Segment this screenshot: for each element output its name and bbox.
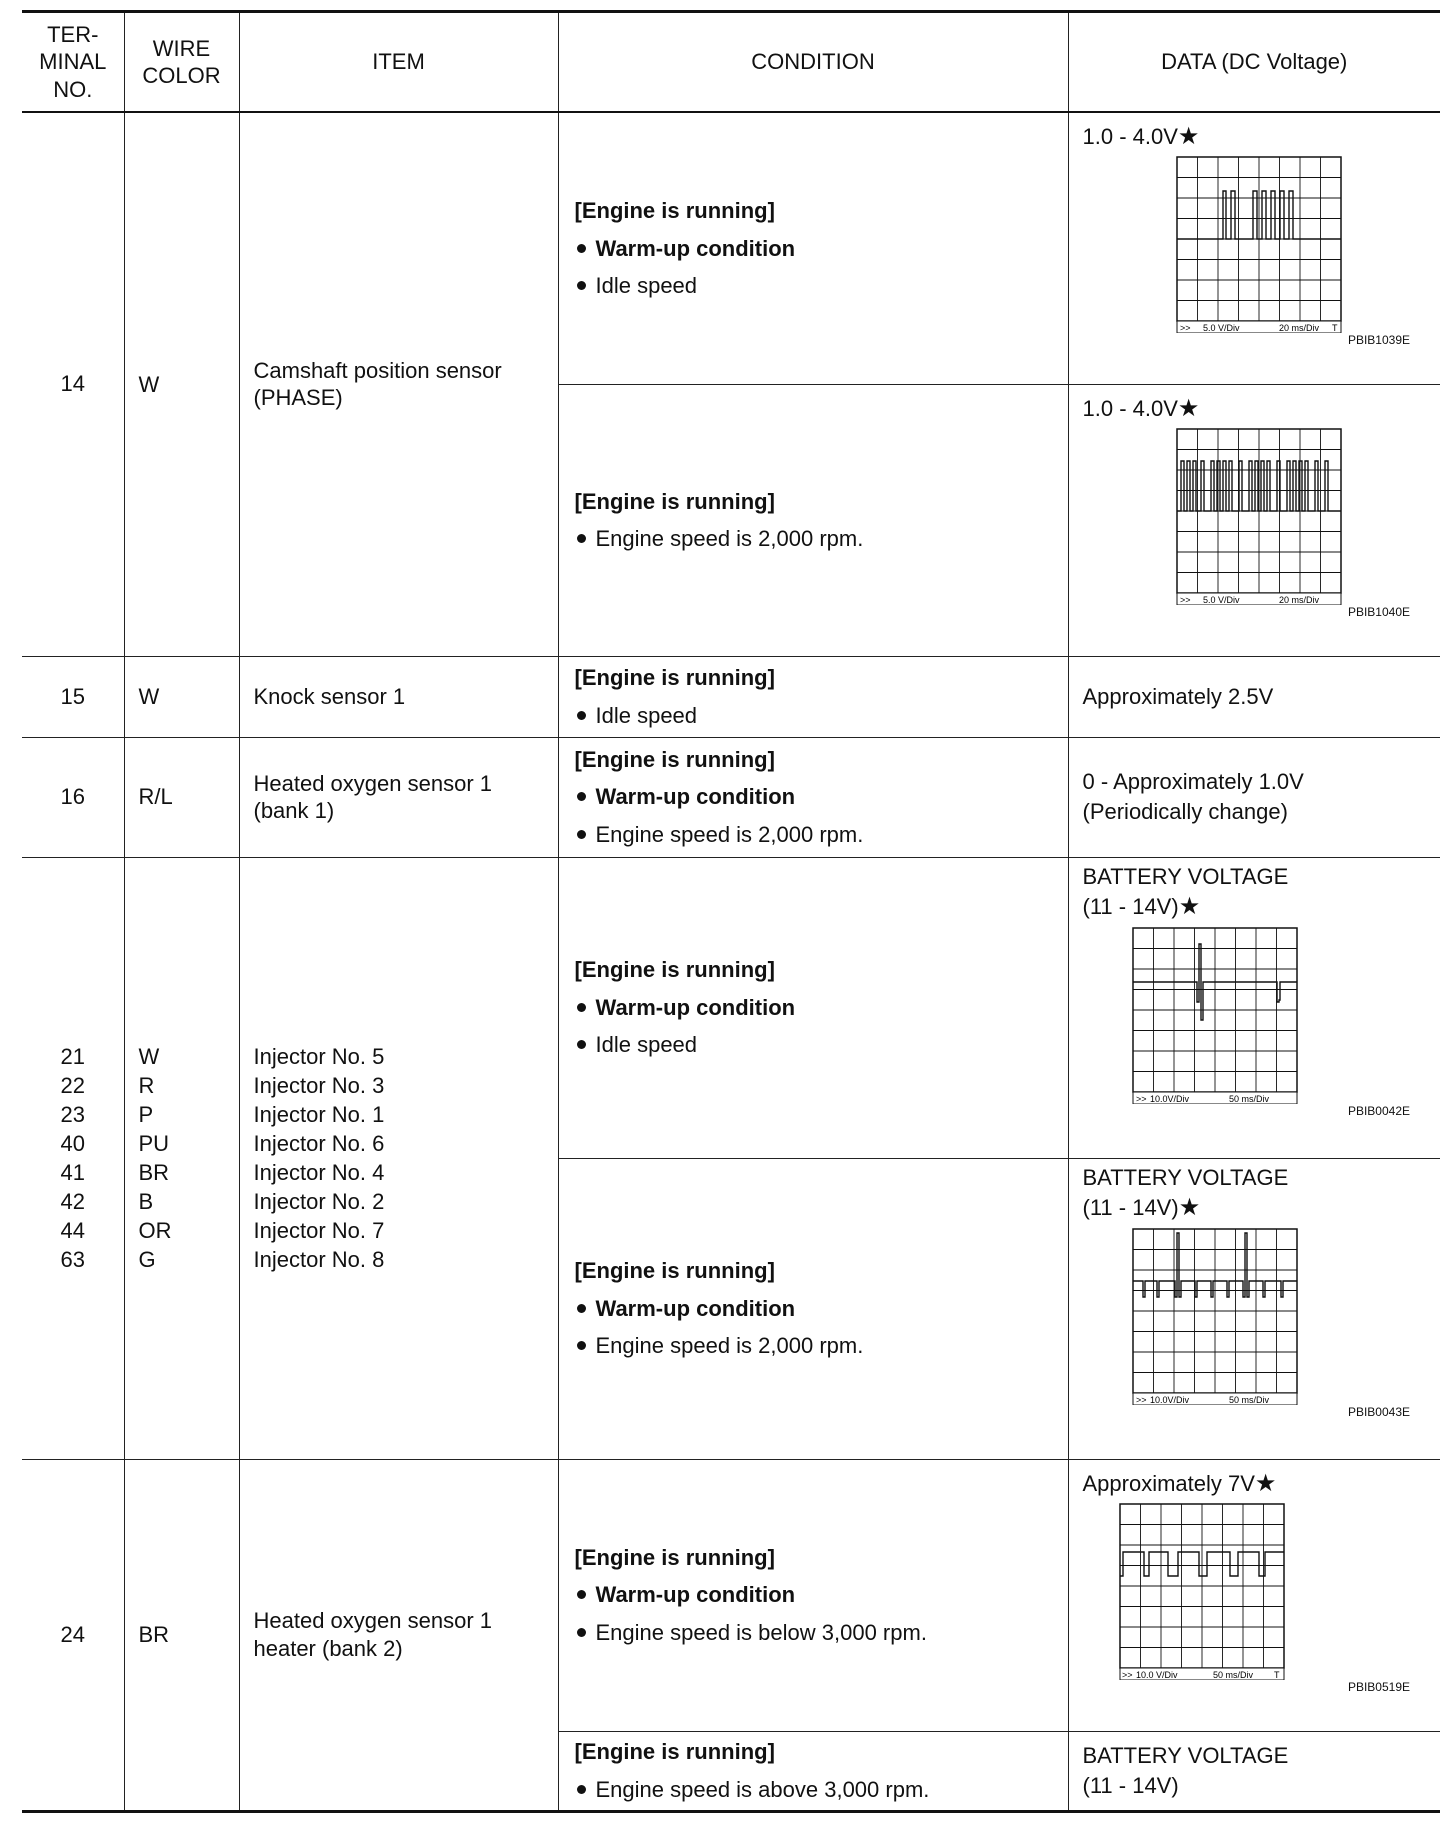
data-value-line: BATTERY VOLTAGE bbox=[1082, 1742, 1289, 1768]
scope-arrow-icon: >> bbox=[1179, 323, 1191, 334]
table-row-16 bbox=[22, 737, 1440, 857]
header-wire-color bbox=[124, 12, 239, 113]
data-cell bbox=[1068, 112, 1440, 384]
oscilloscope-waveform bbox=[1083, 425, 1423, 605]
scope-time-div: 50 ms/Div bbox=[1212, 1669, 1253, 1680]
data-value bbox=[1083, 121, 1441, 153]
wire-color: P bbox=[138, 1102, 154, 1127]
bullet-icon bbox=[577, 830, 586, 839]
condition-bullet bbox=[575, 1576, 1068, 1613]
bullet-text: Idle speed bbox=[595, 702, 698, 728]
bullet-icon bbox=[577, 1304, 586, 1313]
condition-cell bbox=[558, 1158, 1068, 1459]
figure-id: PBIB0042E bbox=[1347, 1103, 1410, 1118]
condition-heading: [Engine is running] bbox=[574, 198, 775, 224]
terminal-data-table bbox=[22, 10, 1440, 1813]
scope-trigger-mark: T bbox=[1331, 323, 1337, 334]
condition-heading: [Engine is running] bbox=[574, 665, 775, 691]
wire-color: OR bbox=[138, 1218, 172, 1243]
scope-volt-div: 10.0V/Div bbox=[1149, 1394, 1189, 1405]
data-cell bbox=[1068, 1158, 1440, 1459]
data-value-text: (11 - 14V) bbox=[1082, 894, 1179, 920]
header-wire-line1: WIRE bbox=[152, 35, 211, 61]
wire-color: BR bbox=[138, 1160, 170, 1185]
condition-heading: [Engine is running] bbox=[574, 1544, 775, 1570]
condition-bullet bbox=[575, 520, 1068, 557]
item-cell bbox=[239, 857, 558, 1459]
condition-bullet bbox=[575, 989, 1068, 1026]
data-value-text: 1.0 - 4.0V bbox=[1082, 395, 1178, 421]
data-value-line: (11 - 14V) bbox=[1082, 1772, 1179, 1798]
figure-id: PBIB0043E bbox=[1347, 1404, 1410, 1419]
oscilloscope-waveform bbox=[1083, 1225, 1423, 1405]
data-value-line: BATTERY VOLTAGE bbox=[1082, 863, 1289, 889]
star-icon: ★ bbox=[1177, 394, 1200, 422]
terminal-data-table-wrap bbox=[22, 10, 1440, 1813]
wire-color: G bbox=[138, 1247, 156, 1272]
item-line: (PHASE) bbox=[253, 385, 343, 411]
bullet-icon bbox=[577, 711, 586, 720]
bullet-text: Warm-up condition bbox=[595, 235, 796, 261]
item-cell bbox=[239, 112, 558, 656]
data-value-line: 0 - Approximately 1.0V bbox=[1082, 769, 1304, 795]
data-value-line bbox=[1083, 1192, 1441, 1224]
terminal-number: 44 bbox=[60, 1218, 85, 1243]
bullet-text: Idle speed bbox=[595, 272, 698, 298]
bullet-icon bbox=[577, 1785, 586, 1794]
condition-bullet bbox=[575, 697, 1068, 734]
condition-bullet bbox=[575, 267, 1068, 304]
table-row-24a bbox=[22, 1459, 1440, 1731]
bullet-text: Engine speed is above 3,000 rpm. bbox=[595, 1776, 930, 1802]
data-value bbox=[1083, 1468, 1441, 1500]
bullet-text: Engine speed is below 3,000 rpm. bbox=[595, 1619, 927, 1645]
terminal-number: 21 bbox=[60, 1044, 85, 1069]
bullet-icon bbox=[577, 1590, 586, 1599]
header-condition: CONDITION bbox=[558, 12, 1068, 113]
terminal-cell: 16 bbox=[22, 737, 124, 857]
bullet-text: Warm-up condition bbox=[595, 784, 796, 810]
bullet-icon bbox=[577, 1040, 586, 1049]
header-terminal-line2: MINAL bbox=[39, 49, 107, 75]
injector-item: Injector No. 3 bbox=[253, 1073, 385, 1098]
bullet-icon bbox=[577, 244, 586, 253]
item-line: Camshaft position sensor bbox=[253, 357, 502, 383]
scope-arrow-icon: >> bbox=[1121, 1669, 1133, 1680]
bullet-text: Idle speed bbox=[595, 1032, 698, 1058]
scope-arrow-icon: >> bbox=[1135, 1093, 1147, 1104]
oscilloscope-waveform bbox=[1083, 1500, 1423, 1680]
table-row-14a bbox=[22, 112, 1440, 384]
terminal-number: 40 bbox=[60, 1131, 85, 1156]
condition-bullet bbox=[575, 1327, 1068, 1364]
item-line: (bank 1) bbox=[253, 798, 335, 823]
header-row bbox=[22, 12, 1440, 113]
header-terminal-line1: TER- bbox=[47, 21, 99, 47]
terminal-number: 63 bbox=[60, 1247, 85, 1272]
bullet-text: Engine speed is 2,000 rpm. bbox=[595, 1333, 864, 1359]
data-cell: Approximately 2.5V bbox=[1068, 656, 1440, 737]
injector-item: Injector No. 7 bbox=[253, 1218, 385, 1243]
condition-heading: [Engine is running] bbox=[574, 488, 775, 514]
data-value-line: BATTERY VOLTAGE bbox=[1082, 1164, 1289, 1190]
injector-item: Injector No. 6 bbox=[253, 1131, 385, 1156]
bullet-text: Engine speed is 2,000 rpm. bbox=[595, 526, 864, 551]
condition-bullet bbox=[575, 1771, 1068, 1808]
header-terminal-line3: NO. bbox=[53, 76, 93, 102]
data-value-text: Approximately 7V bbox=[1082, 1470, 1255, 1496]
star-icon: ★ bbox=[1178, 893, 1201, 921]
condition-bullet bbox=[575, 1290, 1068, 1327]
bullet-icon bbox=[577, 1628, 586, 1637]
item-line: Heated oxygen sensor 1 bbox=[253, 1608, 492, 1633]
header-data: DATA (DC Voltage) bbox=[1068, 12, 1440, 113]
star-icon: ★ bbox=[1254, 1469, 1277, 1497]
condition-cell bbox=[558, 112, 1068, 384]
item-cell: Knock sensor 1 bbox=[239, 656, 558, 737]
condition-cell bbox=[558, 656, 1068, 737]
injector-item: Injector No. 2 bbox=[253, 1189, 385, 1214]
bullet-icon bbox=[577, 1003, 586, 1012]
data-cell bbox=[1068, 737, 1440, 857]
wire-color: R bbox=[138, 1073, 155, 1098]
condition-heading: [Engine is running] bbox=[574, 957, 775, 983]
condition-heading: [Engine is running] bbox=[574, 1258, 775, 1284]
star-icon: ★ bbox=[1177, 123, 1200, 150]
data-value-text: (11 - 14V) bbox=[1082, 1195, 1179, 1221]
bullet-icon bbox=[577, 792, 586, 801]
terminal-cell bbox=[22, 857, 124, 1459]
header-terminal bbox=[22, 12, 124, 113]
oscilloscope-waveform bbox=[1083, 924, 1423, 1104]
table-row-injectors-a bbox=[22, 857, 1440, 1158]
wire-color-cell: W bbox=[124, 112, 239, 656]
scope-time-div: 20 ms/Div bbox=[1278, 594, 1319, 605]
data-value bbox=[1083, 393, 1441, 425]
terminal-cell: 14 bbox=[22, 112, 124, 656]
condition-heading: [Engine is running] bbox=[574, 1739, 775, 1765]
condition-heading: [Engine is running] bbox=[574, 746, 775, 772]
figure-id: PBIB1040E bbox=[1347, 604, 1410, 619]
condition-bullet bbox=[575, 1614, 1068, 1651]
data-cell bbox=[1068, 384, 1440, 656]
scope-volt-div: 10.0 V/Div bbox=[1135, 1669, 1178, 1680]
data-cell bbox=[1068, 1459, 1440, 1731]
scope-volt-div: 10.0V/Div bbox=[1149, 1093, 1189, 1104]
data-cell bbox=[1068, 857, 1440, 1158]
scope-volt-div: 5.0 V/Div bbox=[1202, 323, 1240, 334]
wire-color-cell: W bbox=[124, 656, 239, 737]
injector-item: Injector No. 4 bbox=[253, 1160, 385, 1185]
condition-bullet bbox=[575, 1026, 1068, 1063]
terminal-number: 41 bbox=[60, 1160, 85, 1185]
condition-cell bbox=[558, 737, 1068, 857]
item-cell bbox=[239, 1459, 558, 1811]
scope-arrow-icon: >> bbox=[1135, 1394, 1147, 1405]
wire-color: W bbox=[138, 1044, 160, 1069]
bullet-icon bbox=[577, 281, 586, 290]
figure-id: PBIB0519E bbox=[1347, 1679, 1410, 1694]
condition-bullet bbox=[575, 816, 1068, 853]
condition-cell bbox=[558, 384, 1068, 656]
figure-id: PBIB1039E bbox=[1347, 333, 1410, 348]
injector-item: Injector No. 8 bbox=[253, 1247, 385, 1272]
wire-color-cell: BR bbox=[124, 1459, 239, 1811]
bullet-text: Warm-up condition bbox=[595, 1582, 796, 1608]
star-icon: ★ bbox=[1178, 1194, 1201, 1222]
terminal-cell: 24 bbox=[22, 1459, 124, 1811]
condition-cell bbox=[558, 1731, 1068, 1811]
oscilloscope-waveform bbox=[1083, 153, 1423, 333]
item-cell bbox=[239, 737, 558, 857]
scope-time-div: 20 ms/Div bbox=[1278, 323, 1319, 334]
injector-item: Injector No. 5 bbox=[253, 1044, 385, 1069]
bullet-icon bbox=[577, 1341, 586, 1350]
condition-cell bbox=[558, 1459, 1068, 1731]
terminal-number: 23 bbox=[60, 1102, 85, 1127]
header-wire-line2: COLOR bbox=[142, 63, 221, 88]
condition-bullet bbox=[575, 230, 1068, 267]
scope-time-div: 50 ms/Div bbox=[1228, 1394, 1269, 1405]
bullet-icon bbox=[577, 534, 586, 543]
bullet-text: Warm-up condition bbox=[595, 994, 796, 1020]
bullet-text: Engine speed is 2,000 rpm. bbox=[595, 821, 864, 847]
item-line: Heated oxygen sensor 1 bbox=[253, 770, 492, 796]
data-value-line: (Periodically change) bbox=[1082, 799, 1288, 824]
wire-color-cell: R/L bbox=[124, 737, 239, 857]
data-value-text: 1.0 - 4.0V bbox=[1082, 124, 1178, 149]
scope-arrow-icon: >> bbox=[1179, 594, 1191, 605]
data-cell bbox=[1068, 1731, 1440, 1811]
terminal-cell: 15 bbox=[22, 656, 124, 737]
data-value-line bbox=[1083, 891, 1441, 923]
item-line: heater (bank 2) bbox=[253, 1635, 403, 1661]
bullet-text: Warm-up condition bbox=[595, 1295, 796, 1321]
terminal-number: 22 bbox=[60, 1073, 85, 1098]
wire-color: B bbox=[138, 1189, 154, 1214]
scope-volt-div: 5.0 V/Div bbox=[1202, 594, 1240, 605]
wire-color: PU bbox=[138, 1131, 170, 1156]
condition-cell bbox=[558, 857, 1068, 1158]
scope-time-div: 50 ms/Div bbox=[1228, 1093, 1269, 1104]
header-item: ITEM bbox=[239, 12, 558, 113]
wire-color-cell bbox=[124, 857, 239, 1459]
scope-trigger-mark: T bbox=[1273, 1669, 1279, 1680]
table-row-15 bbox=[22, 656, 1440, 737]
terminal-number: 42 bbox=[60, 1189, 85, 1214]
condition-bullet bbox=[575, 778, 1068, 815]
injector-item: Injector No. 1 bbox=[253, 1102, 385, 1127]
